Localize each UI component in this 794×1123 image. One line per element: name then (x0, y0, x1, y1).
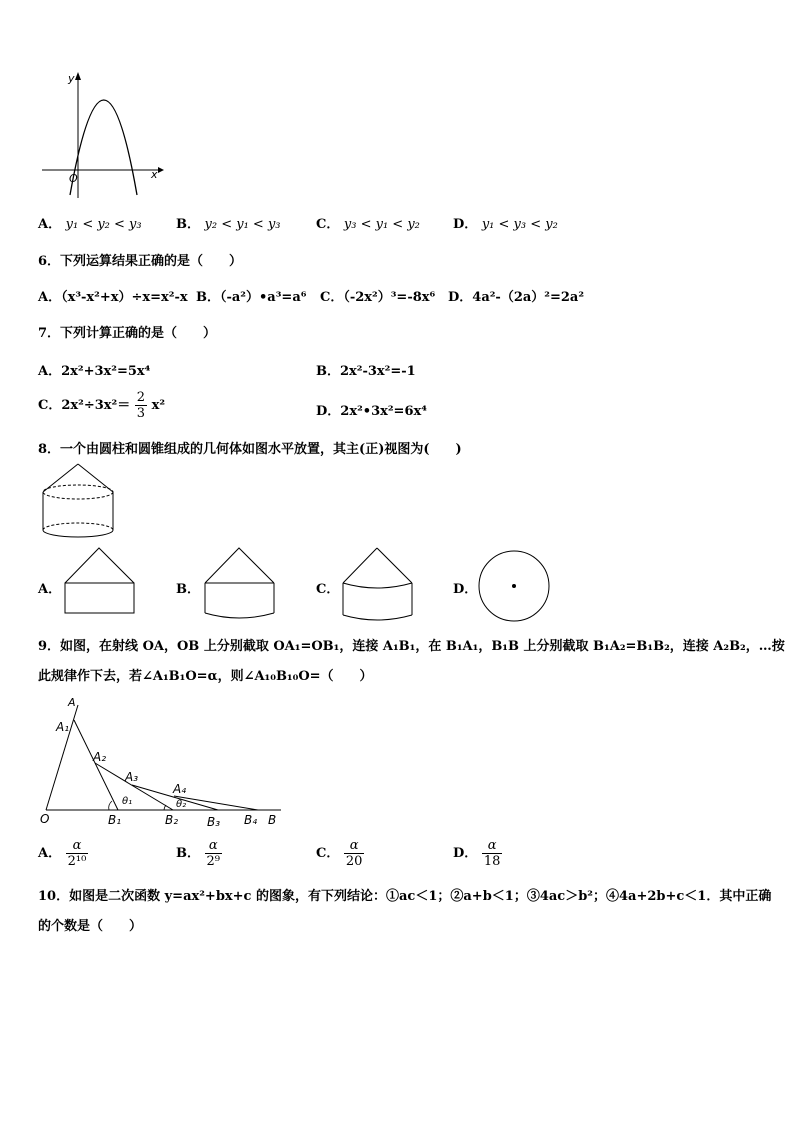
q9-option-d (453, 838, 502, 869)
q9-option-d-numerator: α (482, 838, 503, 854)
q8-option-a-label: A． (38, 582, 62, 597)
q7-option-c-fraction (135, 390, 147, 421)
q7-option-b: B．2x²-3x²=-1 (316, 364, 416, 379)
q7-stem: 7．下列计算正确的是（ ） (38, 326, 217, 341)
label-a: A (68, 696, 76, 709)
q8-option-b-figure (202, 545, 278, 621)
q9-option-b-fraction (205, 838, 222, 869)
label-b3: B₃ (207, 815, 221, 829)
q8-option-c-label: C． (316, 582, 340, 597)
q9-option-a-numerator: α (66, 838, 89, 854)
label-b4: B₄ (244, 813, 258, 827)
q7-option-d: D．2x²•3x²=6x⁴ (316, 404, 427, 419)
q5-option-b-text: y₂ < y₁ < y₃ (204, 217, 281, 232)
q7-option-c-denominator: 3 (136, 406, 146, 421)
q9-option-d-label: D． (453, 846, 478, 861)
q6-option-b: B．（-a²）•a³=a⁶ (196, 290, 307, 305)
q7-option-c (38, 390, 165, 421)
q5-option-d-label: D． (453, 217, 478, 232)
q9-option-a-label: A． (38, 846, 62, 861)
cone-cylinder-figure (38, 460, 122, 542)
label-a1: A₁ (56, 720, 70, 734)
q6-option-a: A．（x³-x²+x）÷x=x²-x (38, 290, 188, 305)
q8-option-b-label: B． (176, 582, 200, 597)
label-b: B (268, 813, 277, 827)
q7-option-a: A．2x²+3x²=5x⁴ (38, 364, 151, 379)
q5-option-c-label: C． (316, 217, 340, 232)
q9-stem-line-2: 此规律作下去，若∠A₁B₁O=α，则∠A₁₀B₁₀O=（ ） (38, 669, 373, 684)
label-a4: A₄ (173, 782, 187, 796)
q8-stem: 8．一个由圆柱和圆锥组成的几何体如图水平放置，其主(正)视图为( ) (38, 442, 462, 457)
q6-stem: 6．下列运算结果正确的是（ ） (38, 254, 243, 269)
label-o: O (40, 812, 50, 826)
q5-option-a-text: y₁ < y₂ < y₃ (65, 217, 142, 232)
q9-option-c (316, 838, 364, 869)
parabola-figure (36, 70, 166, 200)
q9-option-a-fraction (66, 838, 89, 869)
q9-option-c-fraction (344, 838, 365, 869)
q7-option-c-prefix: C．2x²÷3x²＝ (38, 398, 131, 413)
q9-option-b-label: B． (176, 846, 200, 861)
ray-figure (36, 695, 286, 830)
q5-option-d (453, 213, 558, 232)
q8-option-c-figure (340, 545, 416, 625)
q9-option-c-label: C． (316, 846, 340, 861)
q5-option-b-label: B． (176, 217, 200, 232)
q9-option-c-denominator: 20 (345, 854, 363, 869)
label-a2: A₂ (93, 750, 107, 764)
q5-option-d-text: y₁ < y₃ < y₂ (481, 217, 558, 232)
q5-option-c-text: y₃ < y₁ < y₂ (343, 217, 420, 232)
q10-stem-line-1: 10．如图是二次函数 y=ax²+bx+c 的图象，有下列结论：①ac＜1；②a+b＜1；③4ac＞b²；④4a+2b+c＜1．其中正确 (38, 889, 772, 904)
label-a3: A₃ (125, 770, 139, 784)
x-axis-label: x (151, 168, 158, 181)
q5-option-b (176, 213, 281, 232)
q7-option-c-suffix: x² (151, 398, 166, 413)
q9-option-b-numerator: α (205, 838, 222, 854)
q9-option-d-denominator: 18 (483, 854, 501, 869)
q6-option-c: C．（-2x²）³=-8x⁶ (320, 290, 436, 305)
q9-option-a (38, 838, 88, 869)
origin-label: O (69, 172, 78, 185)
q8-option-a-figure (62, 545, 138, 617)
q8-option-d-label: D． (453, 582, 478, 597)
q8-option-d-figure (476, 548, 552, 624)
label-b1: B₁ (108, 813, 122, 827)
q9-stem-line-1: 9．如图，在射线 OA，OB 上分别截取 OA₁=OB₁，连接 A₁B₁，在 B₁A₁，B₁B 上分别截取 B₁A₂=B₁B₂，连接 A₂B₂，…按 (38, 639, 785, 654)
q7-option-c-numerator: 2 (136, 390, 146, 405)
q9-option-b (176, 838, 222, 869)
q10-stem-line-2: 的个数是（ ） (38, 919, 143, 934)
q9-option-a-denominator: 2¹⁰ (67, 854, 87, 869)
q5-option-c (316, 213, 420, 232)
q5-option-a-label: A． (38, 217, 62, 232)
q6-option-d: D．4a²-（2a）²=2a² (448, 290, 585, 305)
q9-option-d-fraction (482, 838, 503, 869)
q9-option-b-denominator: 2⁹ (206, 854, 221, 869)
q5-option-a (38, 213, 142, 232)
label-theta1: θ₁ (122, 796, 133, 807)
y-axis-label: y (68, 72, 75, 85)
q9-option-c-numerator: α (344, 838, 365, 854)
label-b2: B₂ (165, 813, 179, 827)
label-theta2: θ₂ (176, 799, 187, 810)
